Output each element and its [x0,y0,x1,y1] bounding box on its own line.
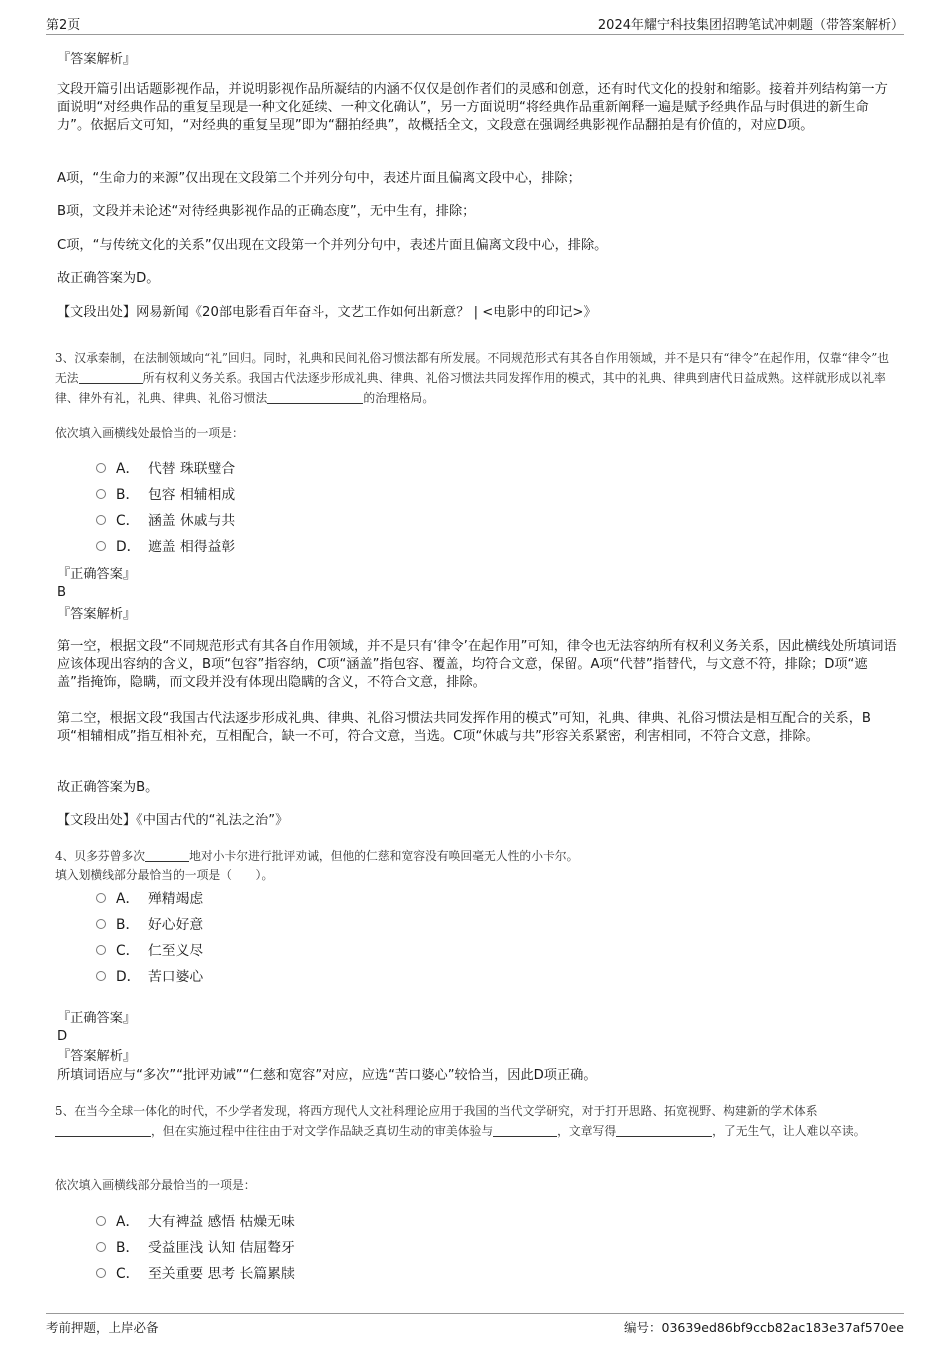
q3-correct-label: 『正确答案』 [57,567,137,582]
q3-conclusion: 故正确答案为B。 [57,780,159,795]
radio-icon[interactable] [96,919,106,929]
radio-icon[interactable] [96,945,106,955]
page-header [46,14,904,35]
q3-analysis-para2: 第二空，根据文段“我国古代法逐步形成礼典、律典、礼俗习惯法共同发挥作用的模式”可知，礼典、律典、礼俗习惯法是相互配合的关系，B项“相辅相成”指互相补充，互相配合，缺一不可，符合文意，当选。C项“休戚与共”形容关系紧密，利害相同，不符合文意，排除。 [57,711,871,744]
page-footer [46,1313,904,1335]
q5-blank-3 [616,1124,712,1137]
document-id: 编号：03639ed86bf9ccb82ac183e37af570ee [624,1320,904,1335]
q4-option-c[interactable]: C． 仁至义尽 [96,942,203,960]
q3-option-a[interactable]: A． 代替 珠联璧合 [96,460,235,478]
q5-option-c[interactable]: C． 至关重要 思考 长篇累牍 [96,1265,295,1283]
q3-source: 【文段出处】《中国古代的“礼法之治”》 [57,813,289,828]
q2-analysis-para1: 文段开篇引出话题影视作品，并说明影视作品所凝结的内涵不仅仅是创作者们的灵感和创意，还有时代文化的投射和缩影。接着并列结构第一方面说明“对经典作品的重复呈现是一种文化延续、一种文化确认”，另一方面说明“将经典作品重新阐释一遍是赋予经典作品与时俱进的新生命力”。依据后文可知，“对经典的重复呈现”即为“翻拍经典”，故概括全文，文段意在强调经典影视作品翻拍是有价值的，对应D项。 [57,82,888,133]
q5-stem: 5、在当今全球一体化的时代，不少学者发现，将西方现代人文社科理论应用于我国的当代文学研究，对于打开思路、拓宽视野、构建新的学术体系，但在实施过程中往往由于对文学作品缺乏真切生动的审美体验与 ，文章写得 ，了无生气，让人难以卒读。 [55,1104,866,1138]
q2-option-b-analysis: B项，文段并未论述“对待经典影视作品的正确态度”，无中生有，排除； [57,204,476,219]
q5-prompt: 依次填入画横线部分最恰当的一项是： [55,1178,256,1192]
q5-blank-2 [493,1124,557,1137]
radio-icon[interactable] [96,489,106,499]
q3-analysis-label: 『答案解析』 [57,607,137,622]
radio-icon[interactable] [96,463,106,473]
q3-option-c[interactable]: C． 涵盖 休戚与共 [96,512,235,530]
q3-stem: 3、汉承秦制，在法制领域向“礼”回归。同时，礼典和民间礼俗习惯法都有所发展。不同规范形式有其各自作用领域，并不是只有“律令”在起作用，仅靠“律令”也无法 所有权利义务关系。我国古代法逐步形成礼典、律典、礼俗习惯法共同发挥作用的模式，其中的礼典、律典到唐代日益成熟。这样就形成以礼率律、律外有礼，礼典、律典、礼俗习惯法 的治理格局。 [55,351,890,405]
q3-blank-2 [267,391,363,404]
q5-option-b[interactable]: B． 受益匪浅 认知 佶屈聱牙 [96,1239,295,1257]
radio-icon[interactable] [96,1268,106,1278]
q4-analysis: 所填词语应与“多次”“批评劝诫”“仁慈和宽容”对应，应选“苦口婆心”较恰当，因此D项正确。 [57,1068,597,1083]
radio-icon[interactable] [96,1216,106,1226]
q4-blank [145,849,189,862]
q4-option-a[interactable]: A． 殚精竭虑 [96,890,203,908]
q2-conclusion: 故正确答案为D。 [57,271,160,286]
q4-correct-label: 『正确答案』 [57,1011,137,1026]
q3-option-b[interactable]: B． 包容 相辅相成 [96,486,235,504]
radio-icon[interactable] [96,541,106,551]
q3-correct-answer: B [57,585,67,600]
radio-icon[interactable] [96,1242,106,1252]
radio-icon[interactable] [96,893,106,903]
q3-option-d[interactable]: D． 遮盖 相得益彰 [96,538,235,556]
footer-slogan: 考前押题，上岸必备 [46,1320,159,1335]
q2-source: 【文段出处】网易新闻《20部电影看百年奋斗，文艺工作如何出新意？ | <电影中的印记>》 [57,305,597,320]
q4-option-d[interactable]: D． 苦口婆心 [96,968,203,986]
page-number: 第2页 [46,18,81,33]
q4-stem: 4、贝多芬曾多次 地对小卡尔进行批评劝诫，但他的仁慈和宽容没有唤回毫无人性的小卡尔。 [55,849,579,863]
q4-prompt: 填入划横线部分最恰当的一项是（ ）。 [55,868,274,882]
radio-icon[interactable] [96,971,106,981]
q4-correct-answer: D [57,1029,68,1044]
q2-analysis-label: 『答案解析』 [57,52,137,67]
q2-option-c-analysis: C项，“与传统文化的关系”仅出现在文段第一个并列分句中，表述片面且偏离文段中心，排除。 [57,238,608,253]
radio-icon[interactable] [96,515,106,525]
q4-option-b[interactable]: B． 好心好意 [96,916,203,934]
q3-blank-1 [79,371,143,384]
document-title: 2024年耀宁科技集团招聘笔试冲刺题（带答案解析） [597,18,904,33]
q5-blank-1 [55,1124,151,1137]
q5-option-a[interactable]: A． 大有裨益 感悟 枯燥无味 [96,1213,295,1231]
q3-prompt: 依次填入画横线处最恰当的一项是： [55,426,244,440]
q4-analysis-label: 『答案解析』 [57,1049,137,1064]
q2-option-a-analysis: A项，“生命力的来源”仅出现在文段第二个并列分句中，表述片面且偏离文段中心，排除； [57,171,581,186]
q3-analysis-para1: 第一空，根据文段“不同规范形式有其各自作用领域，并不是只有‘律令’在起作用”可知，律令也无法容纳所有权利义务关系，因此横线处所填词语应该体现出容纳的含义，B项“包容”指容纳，C项“涵盖”指包容、覆盖，均符合文意，保留。A项“代替”指替代，与文意不符，排除；D项“遮盖”指掩饰，隐瞒，而文段并没有体现出隐瞒的含义，不符合文意，排除。 [57,639,897,690]
